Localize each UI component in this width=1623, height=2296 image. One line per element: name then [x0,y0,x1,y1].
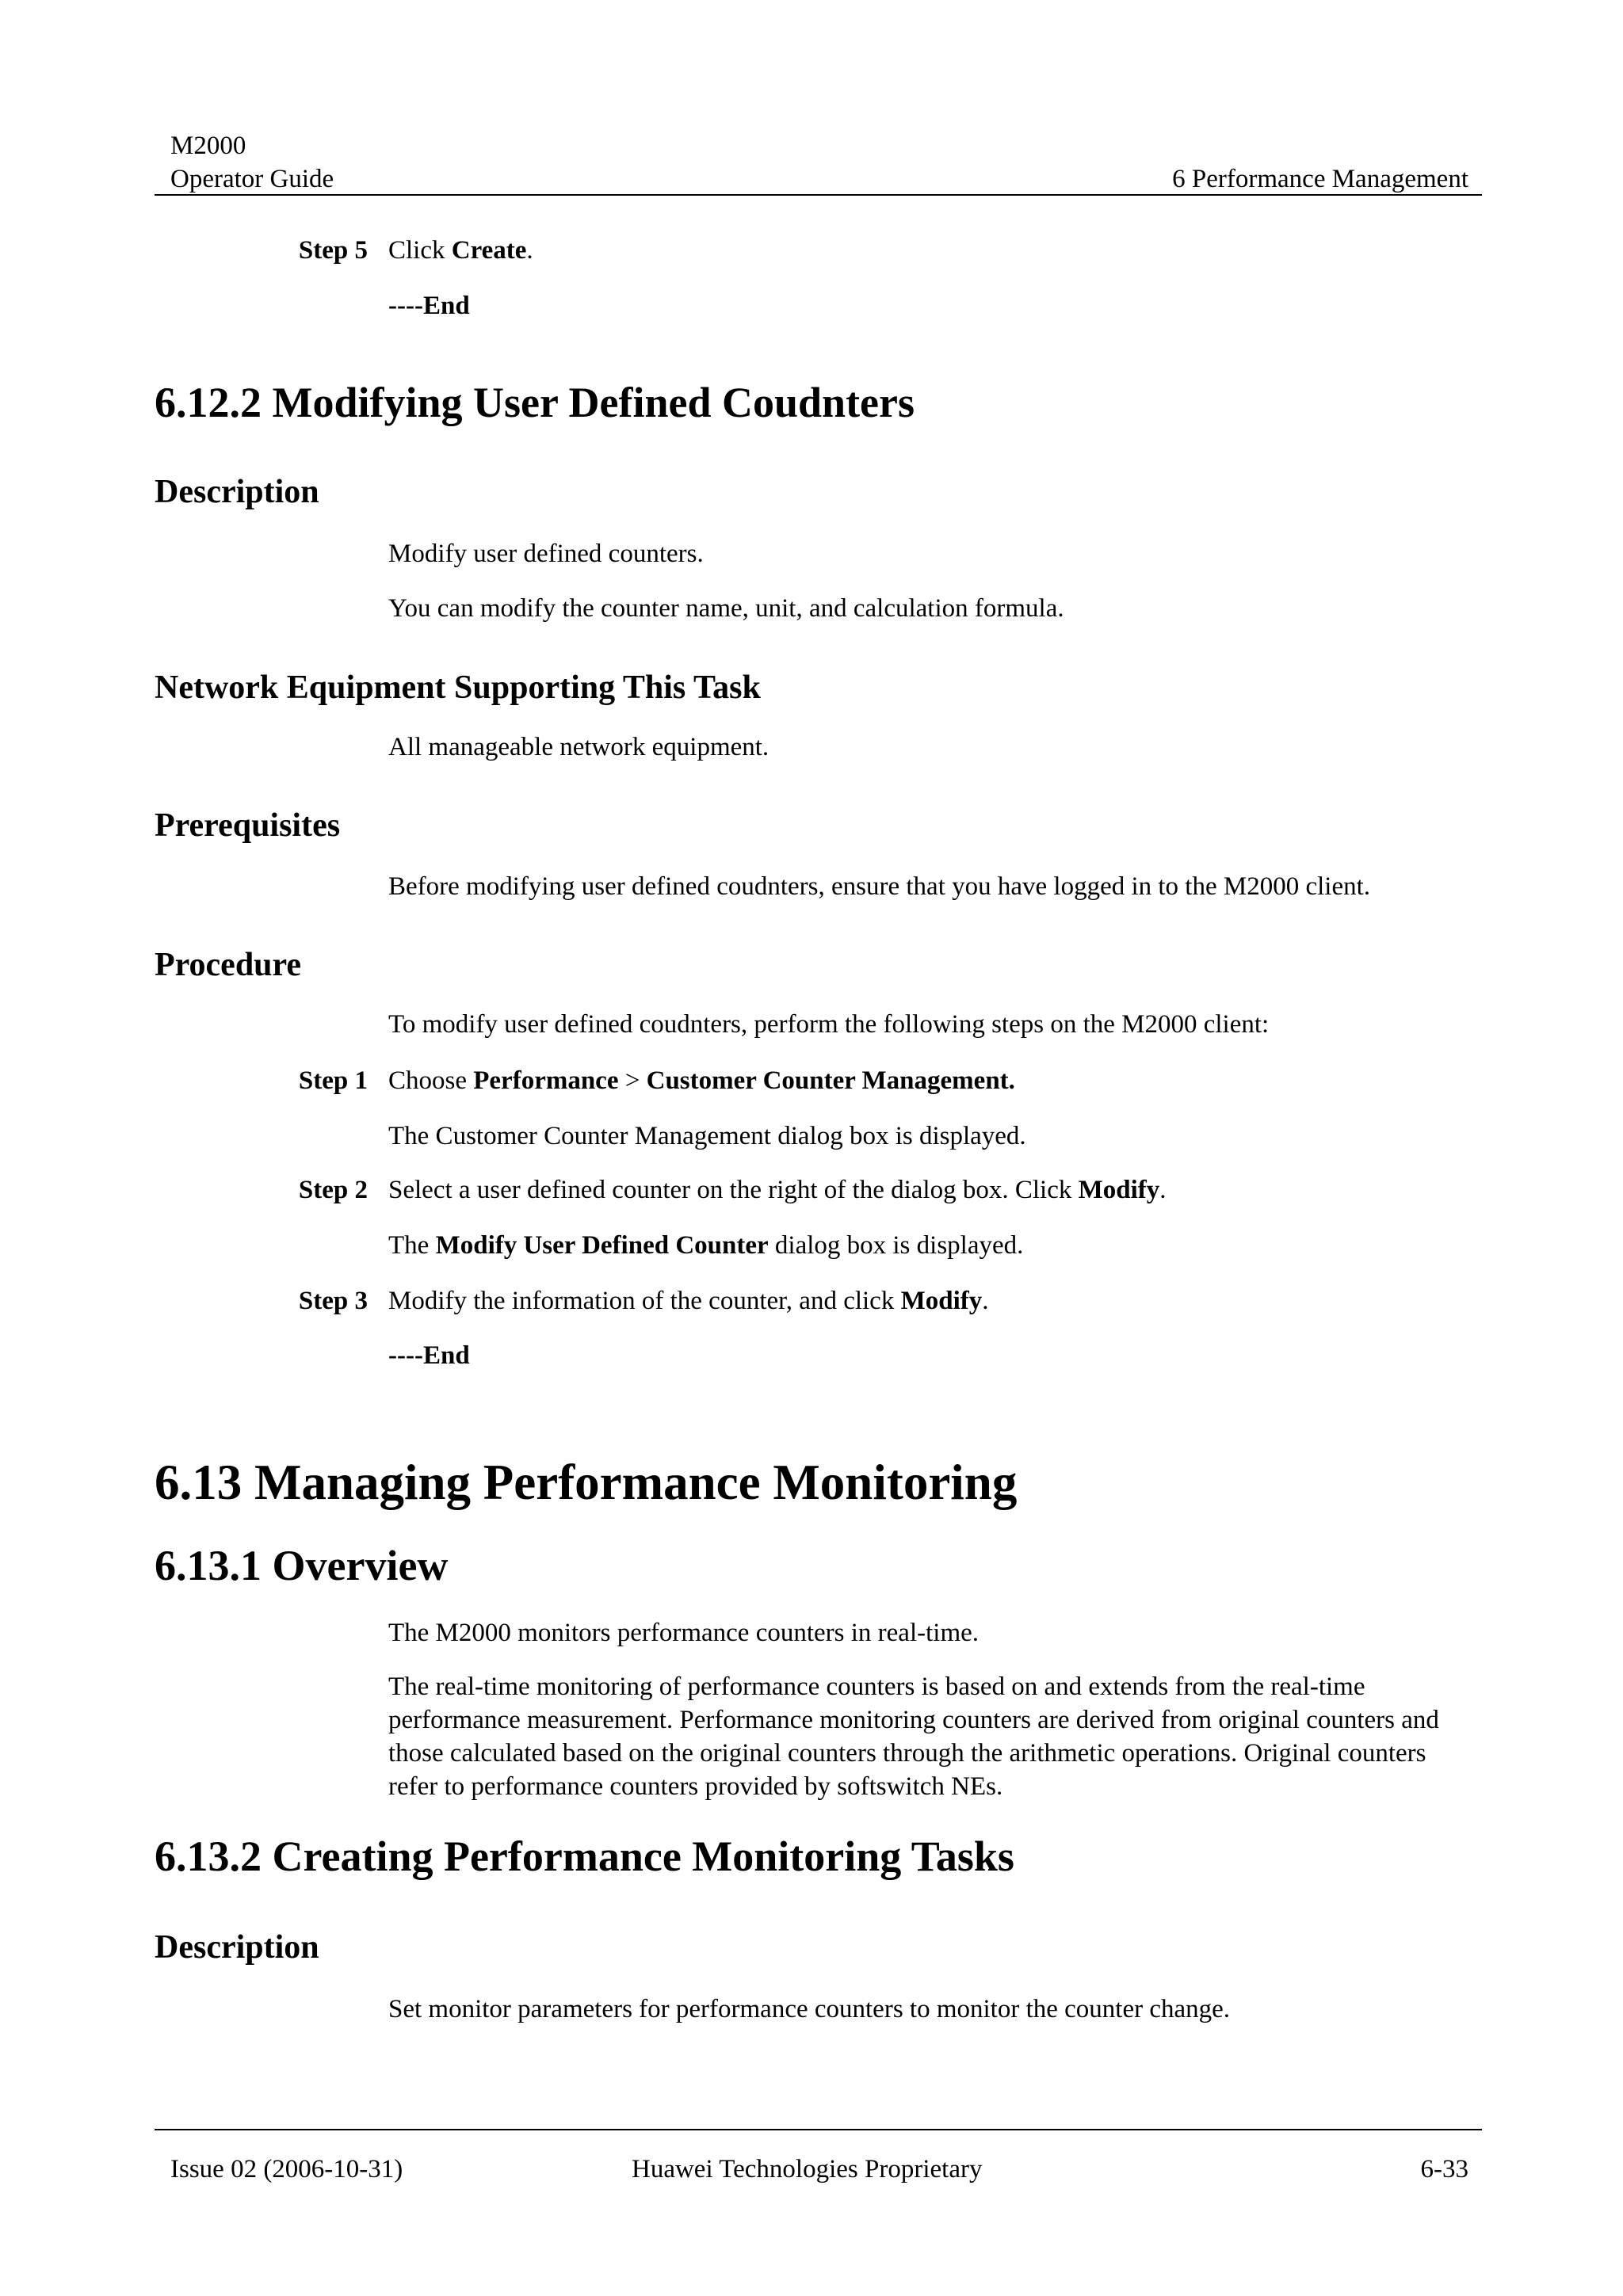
section-heading: 6.13.1 Overview [155,1542,449,1589]
paragraph: Before modifying user defined coudnters, ensure that you have logged in to the M2000 client. [388,872,1371,901]
header-chapter: 6 Performance Management [1172,165,1468,193]
header-product: M2000 [170,132,246,160]
ui-term: Modify User Defined Counter [435,1231,769,1260]
header-left [170,129,334,196]
paragraph: Set monitor parameters for performance counters to monitor the counter change. [388,1995,1231,2023]
step-result: The Customer Counter Management dialog box is displayed. [388,1122,1026,1150]
subsection-heading: Network Equipment Supporting This Task [155,669,761,706]
section-heading: 6.12.2 Modifying User Defined Coudnters [155,379,915,426]
subsection-heading: Procedure [155,947,302,983]
header-rule [155,194,1482,196]
paragraph: The real-time monitoring of performance counters is based on and extends from the real-time performance measurement. Performance monitoring counters are derived from original counters and those calculated based on the original counters through the arithmetic operations. Original counters refer to performance counters provided by softswitch NEs. [388,1672,1439,1801]
step-text: Choose Performance > Customer Counter Management. [388,1066,1015,1095]
step-label: Step 3 [298,1287,368,1315]
ui-term: Modify [1078,1176,1160,1204]
subsection-heading: Prerequisites [155,807,341,844]
ui-term: Performance [473,1066,619,1095]
paragraph: The M2000 monitors performance counters in real-time. [388,1619,980,1647]
ui-term: Create [451,236,527,265]
footer-page-number: 6-33 [1420,2155,1468,2183]
end-marker: ----End [388,292,470,320]
subsection-heading: Description [155,1929,319,1966]
ui-term: Modify [900,1287,983,1315]
paragraph: All manageable network equipment. [388,733,769,761]
footer-rule [155,2129,1482,2130]
footer-company: Huawei Technologies Proprietary [632,2155,983,2183]
paragraph: To modify user defined coudnters, perform the following steps on the M2000 client: [388,1010,1270,1039]
end-marker: ----End [388,1341,470,1370]
paragraph: Modify user defined counters. [388,540,704,568]
footer-issue: Issue 02 (2006-10-31) [170,2155,403,2183]
step-label: Step 2 [298,1176,368,1204]
chapter-section-heading: 6.13 Managing Performance Monitoring [155,1455,1018,1510]
section-heading: 6.13.2 Creating Performance Monitoring Tasks [155,1833,1014,1880]
step-result: The Modify User Defined Counter dialog box is displayed. [388,1231,1024,1260]
step-text: Modify the information of the counter, and click Modify. [388,1287,989,1315]
header-doc-title: Operator Guide [170,165,334,193]
ui-term: Customer Counter Management. [646,1066,1015,1095]
step-text: Select a user defined counter on the right of the dialog box. Click Modify. [388,1176,1167,1204]
paragraph: You can modify the counter name, unit, and calculation formula. [388,594,1064,623]
step-label: Step 5 [298,236,368,265]
subsection-heading: Description [155,474,319,510]
step-text: Click Create. [388,236,533,265]
step-label: Step 1 [298,1066,368,1095]
